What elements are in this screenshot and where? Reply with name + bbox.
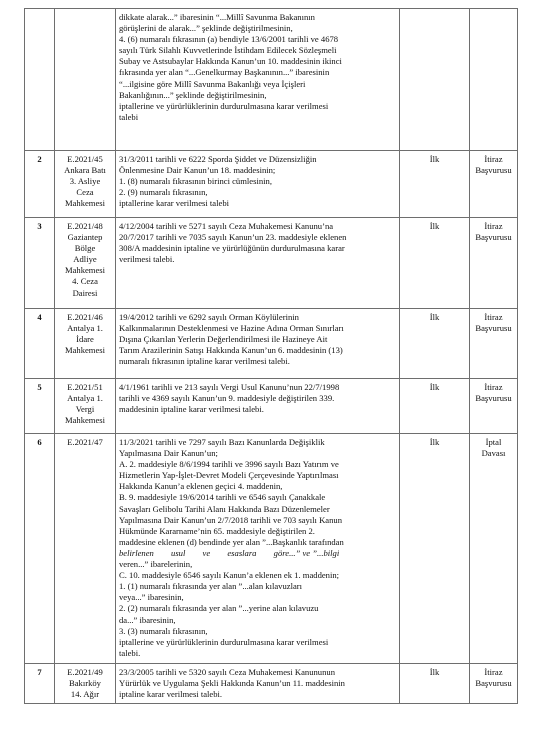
subject-cell <box>116 379 400 434</box>
application-type-line: İptal Davası <box>481 437 506 459</box>
court-line: E.2021/46 <box>67 312 103 322</box>
subject-line: numaralı fıkrasının iptaline karar verilmesi talebi. <box>119 356 290 367</box>
application-type-line: İtiraz <box>484 154 503 164</box>
subject-line: 1. (8) numaralı fıkrasının birinci cümlesinin, <box>119 176 272 187</box>
subject-line: Yapılmasına Dair Kanun’un 2/7/2018 tarihli ve 703 sayılı Kanun <box>119 514 343 525</box>
table-row <box>25 434 518 664</box>
subject-line: “...ilgisine göre Millî Savunma Bakanlığı veya İçişleri <box>119 78 306 89</box>
subject-line: 4/12/2004 tarihli ve 5271 sayılı Ceza Muhakemesi Kanunu’na <box>119 221 334 231</box>
subject-line: tarihli ve 4369 sayılı Kanun’un 9. maddesiyle değiştirilen 339. <box>119 393 335 404</box>
subject-line: Önlenmesine Dair Kanun’un 18. maddesinin; <box>119 165 276 176</box>
subject-line: 31/3/2011 tarihli ve 6222 Sporda Şiddet ve Düzensizliğin <box>119 154 317 164</box>
subject-line: 11/3/2021 tarihli ve 7297 sayılı Bazı Kanunlarda Değişiklik <box>119 437 325 447</box>
subject-line: Bakanlığının...” şeklinde değiştirilmesinin, <box>119 89 267 100</box>
subject-line: dikkate alarak...” ibaresinin “...Millî Savunma Bakanının <box>119 12 315 22</box>
table-row <box>25 664 518 704</box>
subject-line: iptallerine ve yürürlüklerinin durdurulmasına karar verilmesi <box>119 100 329 111</box>
table-row <box>25 218 518 309</box>
subject-line: 2. (9) numaralı fıkrasının, <box>119 187 208 198</box>
row-number: 3 <box>25 218 55 309</box>
subject-line: C. 10. maddesiyle 6546 sayılı Kanun’a eklenen ek 1. maddenin; <box>119 570 340 581</box>
application-type-line: İtiraz <box>484 312 503 322</box>
subject-line: 3. (3) numaralı fıkrasının, <box>119 625 208 636</box>
court-cell <box>55 151 116 218</box>
subject-line: 1. (1) numaralı fıkrasında yer alan ”...alan kılavuzları <box>119 581 303 592</box>
court-line: 14. Ağır <box>70 689 100 700</box>
subject-line: Tarım Arazilerinin Satışı Hakkında Kanun’un 6. maddesinin (13) <box>119 345 343 356</box>
court-line: 3. Asliye <box>69 176 101 187</box>
court-line: E.2021/48 <box>67 221 103 231</box>
subject-line: sayılı Türk Silahlı Kuvvetlerinde İstihdam Edilecek Sözleşmeli <box>119 45 337 56</box>
subject-line: maddesinin iptaline karar verilmesi talebi. <box>119 404 264 415</box>
court-cell <box>55 9 116 151</box>
subject-line: Yürürlük ve Uygulama Şekli Hakkında Kanun’un 11. maddesinin <box>119 678 345 689</box>
table-row <box>25 379 518 434</box>
subject-line: 2. (2) numaralı fıkrasında yer alan ”...yerine alan kılavuzu <box>119 603 319 614</box>
subject-line: görüşlerini de alarak...” şeklinde değiştirilmesinin, <box>119 23 293 34</box>
subject-line: iptallerine ve yürürlüklerinin durdurulmasına karar verilmesi <box>119 636 329 647</box>
application-type-line: Başvurusu <box>475 232 512 243</box>
stage-cell: İlk <box>400 664 470 704</box>
subject-line: Kalkınmalarının Desteklenmesi ve Hazine Adına Orman Sınırları <box>119 323 344 334</box>
court-line: Mahkemesi <box>64 198 106 209</box>
court-cell <box>55 434 116 664</box>
court-line: Bölge <box>74 243 96 254</box>
subject-line: 20/7/2017 tarihli ve 7035 sayılı Kanun’un 23. maddesiyle eklenen <box>119 232 347 243</box>
subject-cell <box>116 9 400 151</box>
table-row <box>25 309 518 379</box>
subject-cell <box>116 434 400 664</box>
subject-line: Hizmetlerin Yap-İşlet-Devret Modeli Çerçevesinde Yaptırılması <box>119 470 339 481</box>
stage-cell <box>400 9 470 151</box>
application-type-cell <box>470 309 518 379</box>
court-line: E.2021/45 <box>67 154 103 164</box>
stage-cell: İlk <box>400 151 470 218</box>
application-type-line: İtiraz <box>484 382 503 392</box>
subject-line: Hakkında Kanun’a eklenen geçici 4. maddenin, <box>119 481 283 492</box>
subject-line: 19/4/2012 tarihli ve 6292 sayılı Orman Köylülerinin <box>119 312 299 322</box>
row-number: 7 <box>25 664 55 704</box>
row-number: 6 <box>25 434 55 664</box>
court-line: E.2021/47 <box>67 437 103 447</box>
court-line: Gaziantep <box>67 232 103 243</box>
application-type-line: İtiraz <box>484 667 503 677</box>
stage-cell: İlk <box>400 218 470 309</box>
court-line: İdare <box>76 334 94 345</box>
court-line: Bakırköy <box>69 678 101 689</box>
court-line: Ankara Batı <box>64 165 106 176</box>
subject-cell <box>116 309 400 379</box>
court-line: Mahkemesi <box>64 345 106 356</box>
row-number: 4 <box>25 309 55 379</box>
table-row <box>25 151 518 218</box>
subject-line: fıkrasında yer alan “...Genelkurmay Başkanının...” ibaresinin <box>119 67 330 78</box>
subject-line: iptallerine karar verilmesi talebi <box>119 198 229 209</box>
subject-line: 4/1/1961 tarihli ve 213 sayılı Vergi Usul Kanunu’nun 22/7/1998 <box>119 382 340 392</box>
subject-line: verilmesi talebi. <box>119 254 175 265</box>
subject-line: Hükmünde Kararname’nin 65. maddesiyle değiştirilen 2. <box>119 525 315 536</box>
court-line: Antalya 1. <box>67 393 103 404</box>
subject-line: Yapılmasına Dair Kanun’un; <box>119 448 218 459</box>
application-type-cell <box>470 151 518 218</box>
case-list-table <box>24 8 518 704</box>
subject-cell <box>116 151 400 218</box>
subject-line: 23/3/2005 tarihli ve 5320 sayılı Ceza Muhakemesi Kanununun <box>119 667 335 677</box>
court-cell <box>55 309 116 379</box>
table-row <box>25 9 518 151</box>
application-type-line: Başvurusu <box>475 165 512 176</box>
court-cell <box>55 664 116 704</box>
application-type-line: İtiraz <box>484 221 503 231</box>
application-type-line: Başvurusu <box>475 678 512 689</box>
subject-line: 4. (6) numaralı fıkrasının (a) bendiyle 13/6/2001 tarihli ve 4678 <box>119 34 339 45</box>
subject-line: veren...” ibarelerinin, <box>119 559 193 570</box>
court-line: E.2021/51 <box>67 382 103 392</box>
subject-line: belirlenen usul ve esaslara göre...” ve ”...bilgi <box>119 547 340 558</box>
subject-line: talebi. <box>119 647 141 658</box>
subject-line: A. 2. maddesiyle 8/6/1994 tarihli ve 3996 sayılı Bazı Yatırım ve <box>119 459 339 470</box>
subject-line: Savaşları Gelibolu Tarihi Alanı Hakkında Bazı Düzenlemeler <box>119 503 330 514</box>
subject-line: da...” ibaresinin, <box>119 614 176 625</box>
court-line: Vergi <box>75 404 95 415</box>
case-list-body <box>25 9 518 704</box>
court-line: Mahkemesi <box>64 415 106 426</box>
court-line: 4. Ceza <box>72 276 98 287</box>
application-type-cell <box>470 434 518 664</box>
court-cell <box>55 379 116 434</box>
subject-line: talebi <box>119 111 139 122</box>
stage-cell: İlk <box>400 379 470 434</box>
subject-line: Subay ve Astsubaylar Hakkında Kanun’un 10. maddesinin ikinci <box>119 56 342 67</box>
subject-line: Dışına Çıkarılan Yerlerin Değerlendirilmesi ile Hazineye Ait <box>119 334 328 345</box>
application-type-cell <box>470 379 518 434</box>
subject-cell <box>116 218 400 309</box>
subject-line: 308/A maddesinin iptaline ve yürürlüğünün durdurulmasına karar <box>119 243 345 254</box>
court-line: Ceza <box>76 187 94 198</box>
subject-cell <box>116 664 400 704</box>
court-line: Dairesi <box>72 287 98 298</box>
application-type-cell <box>470 664 518 704</box>
court-line: Mahkemesi <box>64 265 106 276</box>
court-line: E.2021/49 <box>67 667 103 677</box>
subject-line: B. 9. maddesiyle 19/6/2014 tarihli ve 6546 sayılı Çanakkale <box>119 492 326 503</box>
row-number: 2 <box>25 151 55 218</box>
application-type-cell <box>470 9 518 151</box>
court-cell <box>55 218 116 309</box>
row-number <box>25 9 55 151</box>
court-line: Antalya 1. <box>67 323 103 334</box>
row-number: 5 <box>25 379 55 434</box>
court-line: Adliye <box>73 254 97 265</box>
subject-line: iptaline karar verilmesi talebi. <box>119 689 223 700</box>
stage-cell: İlk <box>400 434 470 664</box>
subject-line: veya...” ibaresinin, <box>119 592 184 603</box>
stage-cell: İlk <box>400 309 470 379</box>
application-type-line: Başvurusu <box>475 393 512 404</box>
application-type-line: Başvurusu <box>475 323 512 334</box>
application-type-cell <box>470 218 518 309</box>
subject-line: maddesine eklenen (d) bendinde yer alan ”...Başkanlık tarafından <box>119 536 344 547</box>
